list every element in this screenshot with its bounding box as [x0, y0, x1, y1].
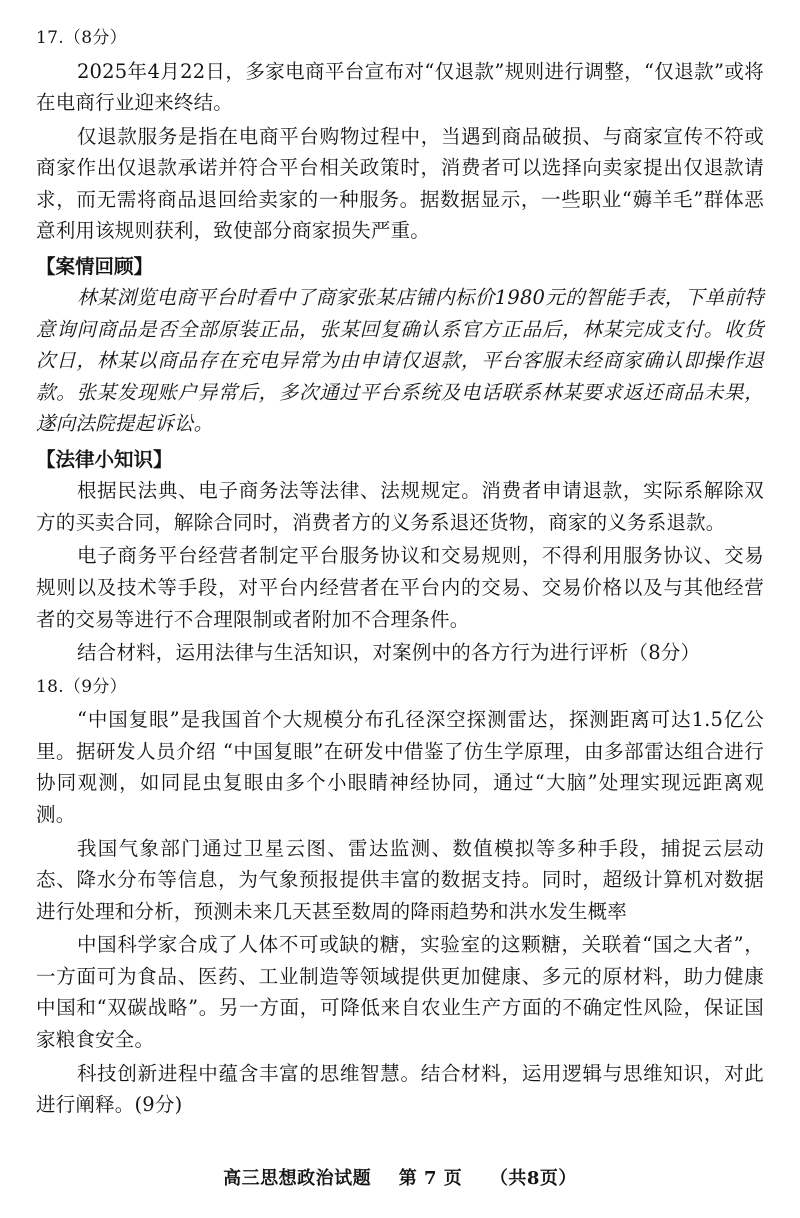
question-18-prompt: 科技创新进程中蕴含丰富的思维智慧。结合材料，运用逻辑与思维知识，对此进行阐释。(9分)	[36, 1061, 764, 1117]
question-18-block	[36, 675, 764, 1121]
question-18-paragraph-1: “中国复眼”是我国首个大规模分布孔径深空探测雷达，探测距离可达1.5亿公里。据研发人员介绍 “中国复眼”在研发中借鉴了仿生学原理，由多部雷达组合进行协同观测，如同昆虫复眼由多个小眼睛神经协同，通过“大脑”处理实现远距离观测。	[36, 708, 764, 826]
footer-title: 高三思想政治试题	[223, 1168, 372, 1189]
question-17-block	[36, 26, 764, 669]
question-18-number: 18.（9分）	[36, 676, 127, 697]
question-18-paragraph-3: 中国科学家合成了人体不可或缺的糖，实验室的这颗糖，关联着“国之大者”，一方面可为食品、医药、工业制造等领域提供更加健康、多元的原材料，助力健康中国和“双碳战略”。另一方面，可降低来自农业生产方面的不确定性风险，保证国家粮食安全。	[36, 933, 764, 1051]
law-note-paragraph-2: 电子商务平台经营者制定平台服务协议和交易规则，不得利用服务协议、交易规则以及技术等手段，对平台内经营者在平台内的交易、交易价格以及与其他经营者的交易等进行不合理限制或者附加不合理条件。	[36, 544, 764, 631]
question-17-paragraph-2: 仅退款服务是指在电商平台购物过程中，当遇到商品破损、与商家宣传不符或商家作出仅退款承诺并符合平台相关政策时，消费者可以选择向卖家提出仅退款请求，而无需将商品退回给卖家的一种服务。据数据显示，一些职业“薅羊毛”群体恶意利用该规则获利，致使部分商家损失严重。	[36, 124, 764, 243]
question-18-paragraph-2: 我国气象部门通过卫星云图、雷达监测、数值模拟等多种手段，捕捉云层动态、降水分布等信息，为气象预报提供丰富的数据支持。同时，超级计算机对数据进行处理和分析，预测未来几天甚至数周的降雨趋势和洪水发生概率	[36, 836, 764, 923]
question-17-paragraph-1: 2025年4月22日，多家电商平台宣布对“仅退款”规则进行调整，“仅退款”或将在电商行业迎来终结。	[36, 59, 764, 115]
page-footer	[0, 1164, 800, 1190]
footer-total-label: （共8页）	[489, 1168, 577, 1189]
case-review-paragraph-1: 林某浏览电商平台时看中了商家张某店铺内标价1980元的智能手表，下单前特意询问商品是否全部原装正品，张某回复确认系官方正品后，林某完成支付。收货次日，林某以商品存在充电异常为由申请仅退款，平台客服未经商家确认即操作退款。张某发现账户异常后，多次通过平台系统及电话联系林某要求返还商品未果，遂向法院提起诉讼。	[36, 286, 764, 436]
footer-page-label: 第 7 页	[398, 1168, 463, 1189]
case-review-body	[36, 282, 764, 440]
law-note-paragraph-1: 根据民法典、电子商务法等法律、法规规定。消费者申请退款，实际系解除双方的买卖合同，解除合同时，消费者方的义务系退还货物，商家的义务系退款。	[36, 479, 764, 534]
question-17-prompt: 结合材料，运用法律与生活知识，对案例中的各方行为进行评析（8分）	[76, 641, 701, 665]
question-17-number: 17.（8分）	[36, 28, 127, 48]
case-review-heading: 【案情回顾】	[36, 254, 154, 278]
law-note-heading: 【法律小知识】	[36, 448, 173, 472]
